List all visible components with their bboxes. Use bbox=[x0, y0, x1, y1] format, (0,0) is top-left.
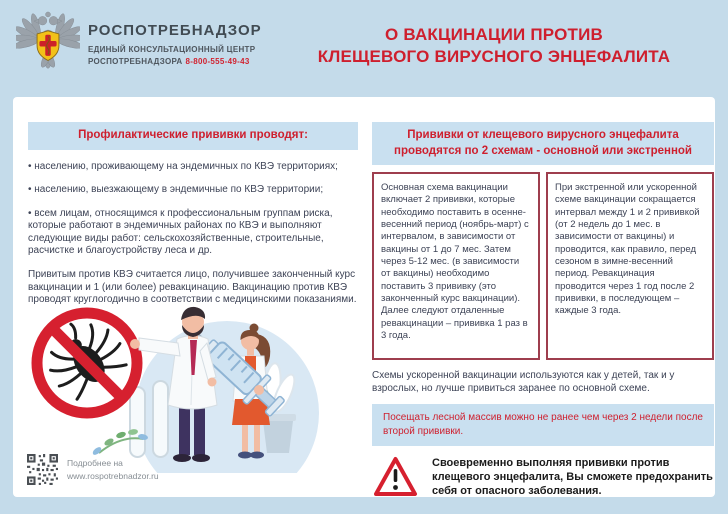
express-scheme-box: При экстренной или ускоренной схеме вакцинации сокращается интервал между 1 и 2 прививкой (от 2 недель до 1 мес. в зависимости от вакцины) и проводится, как правило, перед сезоном в зимне-весенний период. Ревакцинация проводится через 1 год после 2 прививки, в последующем – каждые 3 года. bbox=[546, 172, 714, 360]
more-info-label: Подробнее на bbox=[67, 458, 123, 469]
basic-scheme-box: Основная схема вакцинации включает 2 прививки, которые необходимо поставить в осенне-весенний период (ноябрь-март) с интервалом, в зависимости от вакцины от 1 до 7 мес. Затем через 5-12 мес. (в зависимости от вакцины) необходимо поставить 3 прививку (это законченный курс вакцинации). Далее следуют отдаленные ревакцинации – прививка 1 раз в 3 года. bbox=[372, 172, 540, 360]
more-info-block bbox=[27, 454, 159, 485]
org-block bbox=[88, 22, 262, 68]
content-panel bbox=[13, 97, 715, 497]
hotline-phone: 8-800-555-49-43 bbox=[185, 57, 250, 66]
warning-row bbox=[372, 455, 714, 499]
forest-note: Посещать лесной массив можно не ранее чем через 2 недели после второй прививки. bbox=[372, 404, 714, 446]
more-info-text bbox=[67, 457, 159, 482]
qr-code-icon bbox=[27, 454, 58, 485]
schemes-note: Схемы ускоренной вакцинации используются как у детей, так и у взрослых, но лучше привиться заранее по основной схеме. bbox=[372, 370, 675, 395]
bullet-item: • всем лицам, относящимся к профессиональным группам риска, которые работают в эндемичных районах по КВЭ и выполняют следующие виды работ: сельскохозяйственные, строительные, расчистке и благоустройству леса и др. bbox=[28, 207, 333, 257]
org-subtitle bbox=[88, 44, 262, 68]
org-center-line1: ЕДИНЫЙ КОНСУЛЬТАЦИОННЫЙ ЦЕНТР bbox=[88, 45, 256, 54]
vaccination-illustration bbox=[27, 301, 363, 473]
right-column bbox=[372, 122, 714, 499]
left-column bbox=[28, 122, 358, 307]
bullet-item: • населению, выезжающему в эндемичные по КВЭ территории; bbox=[28, 184, 324, 196]
poster-title bbox=[305, 24, 683, 69]
warning-triangle-icon bbox=[372, 455, 419, 499]
warning-text: Своевременно выполняя прививки против клещевого энцефалита, Вы сможете предохранить себя от опасного заболевания. bbox=[432, 456, 713, 498]
org-center-line2: РОСПОТРЕБНАДЗОРА bbox=[88, 57, 183, 66]
no-tick-prohibition-sign bbox=[34, 308, 137, 413]
website-url: www.rospotrebnadzor.ru bbox=[67, 470, 159, 481]
scheme-boxes bbox=[372, 172, 714, 360]
bullet-item: • населению, проживающему на эндемичных по КВЭ территориях; bbox=[28, 160, 338, 172]
right-section-header: Прививки от клещевого вирусного энцефалита проводятся по 2 схемам - основной или экстренной bbox=[372, 122, 714, 165]
poster-title-line2: КЛЕЩЕВОГО ВИРУСНОГО ЭНЦЕФАЛИТА bbox=[317, 47, 671, 67]
rospotrebnadzor-emblem-icon bbox=[16, 7, 80, 75]
poster-title-line1: О ВАКЦИНАЦИИ ПРОТИВ bbox=[384, 25, 604, 44]
vaccination-definition-paragraph: Привитым против КВЭ считается лицо, получившее законченный курс вакцинации и 1 (или более) ревакцинацию. Вакцинацию против КВЭ проводят круглогодично в соответствии с медицинскими показаниями. bbox=[28, 269, 357, 306]
left-section-header: Профилактические прививки проводят: bbox=[28, 122, 358, 150]
org-name: РОСПОТРЕБНАДЗОР bbox=[88, 22, 262, 39]
